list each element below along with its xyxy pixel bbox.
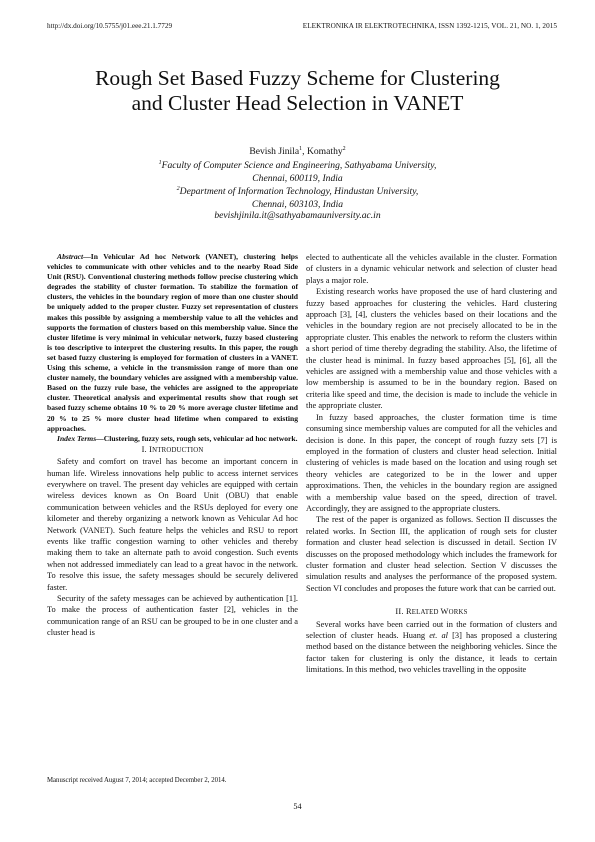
- intro-paragraph-5: The rest of the paper is organized as follows. Section II discusses the related works. In Section III, the application of rough sets for cluster formation and cluster head selection is discussed in detail. Section IV discusses on the proposed methodology which includes the framework for cluster formation and cluster head selection. Section V discusses the simulation results and analyses the performance of the proposed system. Section VI concludes and proposes the future work that can be carried out.: [306, 515, 557, 593]
- right-column: [306, 252, 557, 676]
- intro-paragraph-1: Safety and comfort on travel has become an important concern in human life. Wireless innovations help public to access internet services everywhere on travel. The present day vehicles are equipped with certain wireless devices known as On Board Unit (OBU) that enable communication between vehicles and the RSUs deployed for every one kilometer and thereby organizing a network known as Vehicular Ad hoc Network (VANET). Such feature helps the vehicles and RSU to report events like traffic congestion warning to other vehicles and thereby making them to take an alternate path to avoid congestion. Such events when not addressed immediately can lead to a great havoc in the network. To resolve this issue, the safety messages should be securely delivered faster.: [47, 457, 298, 592]
- manuscript-footnote: Manuscript received August 7, 2014; accepted December 2, 2014.: [47, 777, 227, 784]
- author-1-affil: 1: [299, 146, 303, 152]
- title-line-2: and Cluster Head Selection in VANET: [131, 91, 464, 115]
- section-heading-related-works: II. RELATED WORKS: [395, 607, 468, 617]
- intro-paragraph-4: In fuzzy based approaches, the cluster formation time is time consuming since membership values are computed for all the vehicles and decision is done. In this paper, the concept of rough fuzzy sets [7] is employed in the formation of clusters and cluster head selection. Initial clustering of vehicles is made based on the location and using rough set theory vehicles are categorized to be in the lower and upper approximations. Then, the vehicles in the boundary region are assigned with a membership value based on the speed, direction of travel. Accordingly, they are assigned to the appropriate clusters.: [306, 412, 557, 513]
- intro-paragraph-3: Existing research works have proposed the use of hard clustering and fuzzy based approaches for clustering the vehicles. Hard clustering approach [3], [4], clusters the vehicles based on their locations and the vehicles in the boundary region are not precisely allocated to be in the appropriate cluster. This enables the network to reform the clusters within a short period of time thereby degrading the stability. Also, the lifetime of the cluster head is minimal. In fuzzy based approaches [5], [6], all the vehicles are assigned with a membership value and those vehicles with a low membership is assumed to be in the boundary region. Based on criteria like speed and time, the decision is made to include the vehicle in the appropriate cluster.: [306, 287, 557, 411]
- affiliation-1-line-2: Chennai, 600119, India: [252, 173, 343, 185]
- index-terms-lead: Index Terms: [57, 433, 97, 443]
- left-column: [47, 252, 298, 639]
- affiliation-1-line-1: Faculty of Computer Science and Engineering, Sathyabama University,: [161, 160, 437, 172]
- related-works-paragraph-1: Several works have been carried out in the formation of clusters and selection of cluster heads. Huang et. al [3] has proposed a clustering method based on the distance between the neighboring vehicles. Since the factor taken for clustering is only the distance, it leads to certain limitations. In this method, two vehicles travelling in the opposite: [306, 619, 557, 675]
- paper-title: [40, 66, 555, 116]
- author-email[interactable]: bevishjinila.it@sathyabamauniversity.ac.in: [214, 210, 381, 221]
- intro-paragraph-2-cont: elected to authenticate all the vehicles available in the cluster. Formation of clusters in a dynamic vehicular network and selection of cluster head plays a major role.: [306, 253, 557, 285]
- index-terms: [47, 434, 298, 444]
- et-al-italic: et. al: [429, 631, 448, 640]
- affiliation-2-mark: 2: [176, 186, 180, 192]
- index-terms-body: —Clustering, fuzzy sets, rough sets, vehicular ad hoc network.: [96, 433, 298, 443]
- author-2-affil: 2: [342, 146, 346, 152]
- author-2: Komathy: [306, 146, 343, 158]
- title-line-1: Rough Set Based Fuzzy Scheme for Clustering: [95, 66, 500, 90]
- affiliation-2-line-2: Chennai, 603103, India: [251, 199, 344, 211]
- abstract-body: —In Vehicular Ad hoc Network (VANET), clustering helps vehicles to communicate with other vehicles and to the nearby Road Side Unit (RSU). Conventional clustering methods follow precise clustering which degrades the stability of cluster formation. To stabilize the formation of clusters, the vehicles in the boundary region of more than one cluster should be uniquely added to the proper cluster. Fuzzy set representation of clusters makes this possible by assigning a membership value to all the vehicles and supports the formation of clusters based on this membership value. Since the cluster lifetime is very minimal in vehicular network, fuzzy based clustering is too descriptive to interpret the clustering results. In this paper, the rough set based fuzzy clustering is employed for formation of clusters in a VANET. Using this scheme, a vehicle in the transmission range of more than one cluster namely, the boundary vehicles are assigned with a membership value. Based on the fuzzy rule base, the vehicles are assigned to the appropriate cluster. Theoretical analysis and experimental results show that rough set based fuzzy scheme obtains 10 % to 20 % more average cluster lifetime and 20 % to 25 % more cluster head lifetime when compared to existing approaches.: [47, 252, 298, 433]
- author-1: Bevish Jinila: [249, 146, 300, 158]
- affiliation-1: [60, 157, 535, 185]
- author-separator: ,: [302, 146, 307, 158]
- journal-header: ELEKTRONIKA IR ELEKTROTECHNIKA, ISSN 1392-1215, VOL. 21, NO. 1, 2015: [302, 22, 557, 30]
- abstract: [47, 252, 298, 434]
- affiliation-1-mark: 1: [158, 160, 162, 166]
- author-list: [60, 143, 535, 158]
- affiliation-2-line-1: Department of Information Technology, Hindustan University,: [179, 186, 419, 198]
- page-number: 54: [293, 802, 302, 811]
- abstract-lead: Abstract: [57, 252, 84, 261]
- affiliation-2: [60, 183, 535, 211]
- doi-link[interactable]: http://dx.doi.org/10.5755/j01.eee.21.1.7729: [47, 22, 173, 30]
- section-heading-introduction: I. INTRODUCTION: [141, 444, 204, 454]
- intro-paragraph-2: Security of the safety messages can be achieved by authentication [1]. To make the process of authentication faster [2], vehicles in the communication range of an RSU can be grouped to be in one cluster and a cluster head is: [47, 594, 298, 638]
